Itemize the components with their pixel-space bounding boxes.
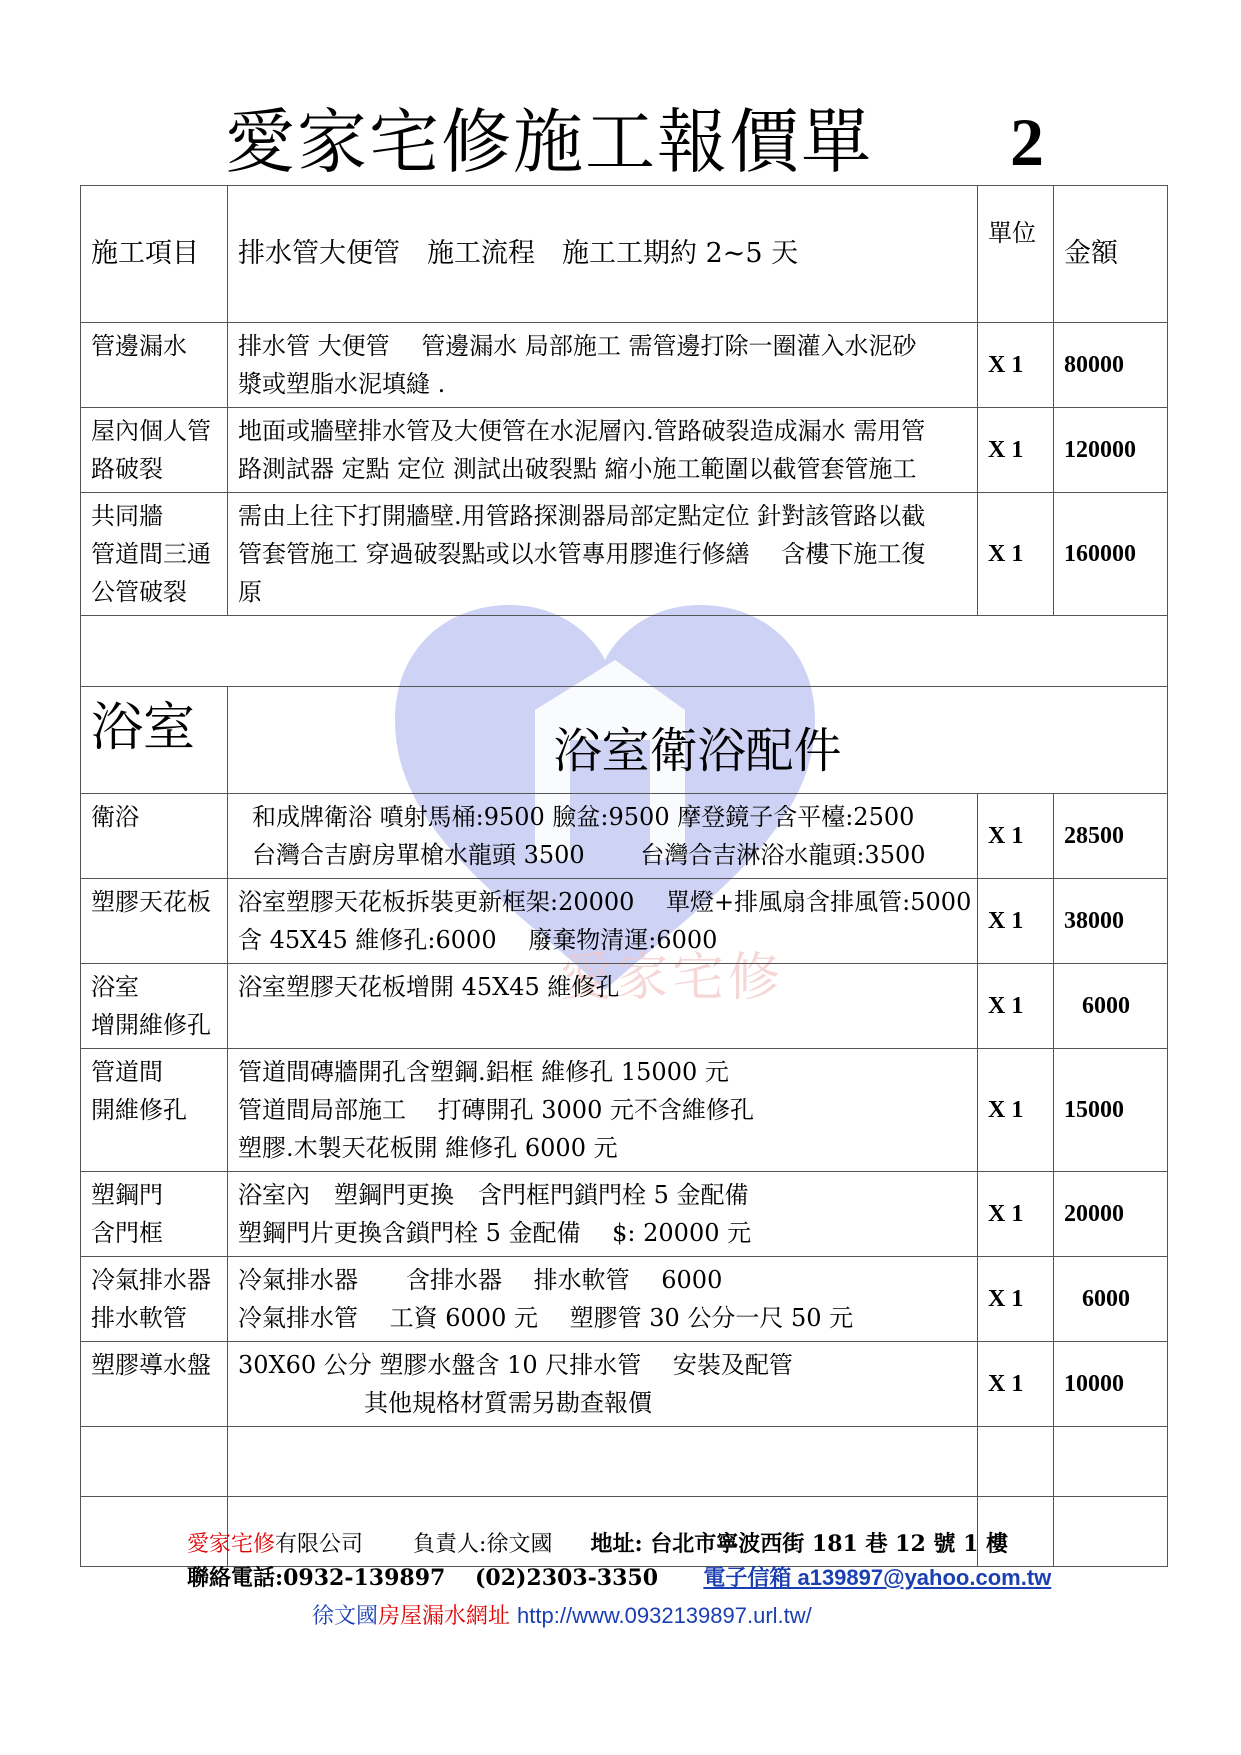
text-line: 共同牆 — [91, 502, 163, 530]
text-line: 塑膠天花板 — [91, 888, 211, 916]
description-cell — [228, 408, 978, 493]
text-line: 冷氣排水器 含排水器 排水軟管 6000 — [238, 1266, 723, 1294]
table-row — [81, 1342, 1168, 1427]
section-label: 浴室 — [81, 687, 228, 794]
amount-cell: 160000 — [1054, 493, 1168, 616]
amount-cell: 15000 — [1054, 1049, 1168, 1172]
text-line: 冷氣排水管 工資 6000 元 塑膠管 30 公分一尺 50 元 — [238, 1304, 854, 1332]
footer-address: 地址: 台北市寧波西街 181 巷 12 號 1 樓 — [590, 1531, 1009, 1557]
text-line: 浴室塑膠天花板拆裝更新框架:20000 單燈+排風扇含排風管:5000 — [238, 888, 972, 916]
text-line: 其他規格材質需另勘查報價 — [364, 1389, 652, 1417]
qty-cell: X 1 — [978, 493, 1054, 616]
item-cell — [81, 879, 228, 964]
description-cell — [228, 1257, 978, 1342]
table-header-row — [81, 186, 1168, 323]
item-cell — [81, 794, 228, 879]
text-line: 增開維修孔 — [91, 1011, 211, 1039]
table-row — [81, 1257, 1168, 1342]
footer-owner: 負責人:徐文國 — [413, 1532, 553, 1557]
footer-site-name-blue: 徐文國 — [312, 1604, 379, 1629]
item-cell — [81, 964, 228, 1049]
empty-cell — [228, 1427, 978, 1497]
amount-cell: 10000 — [1054, 1342, 1168, 1427]
page-number: 2 — [1010, 104, 1044, 180]
text-line: 排水軟管 — [91, 1304, 187, 1332]
footer-company-suffix: 有限公司 — [275, 1532, 364, 1557]
footer-site-name-red: 房屋漏水網址 — [378, 1604, 511, 1629]
footer-site-url[interactable]: http://www.0932139897.url.tw/ — [517, 1603, 812, 1628]
text-line: 台灣合吉廚房單槍水龍頭 3500 台灣合吉淋浴水龍頭:3500 — [252, 841, 926, 869]
qty-cell: X 1 — [978, 879, 1054, 964]
empty-cell — [1054, 1497, 1168, 1567]
qty-cell: X 1 — [978, 794, 1054, 879]
text-line: 原 — [238, 578, 262, 606]
page-title — [0, 92, 1241, 192]
table-row — [81, 323, 1168, 408]
text-line: 浴室內 塑鋼門更換 含門框門鎖門栓 5 金配備 — [238, 1181, 749, 1209]
text-line: 塑膠導水盤 — [91, 1351, 211, 1379]
text-line: 公管破裂 — [91, 578, 187, 606]
quote-table — [80, 185, 1168, 1567]
description-cell — [228, 1172, 978, 1257]
item-cell — [81, 493, 228, 616]
text-line: 路破裂 — [91, 455, 163, 483]
text-line: 管邊漏水 — [91, 332, 187, 360]
table-row — [81, 879, 1168, 964]
description-cell — [228, 493, 978, 616]
qty-cell: X 1 — [978, 964, 1054, 1049]
empty-cell — [1054, 1427, 1168, 1497]
text-line: 浴室 — [91, 973, 139, 1001]
text-line: 含門框 — [91, 1219, 163, 1247]
item-cell — [81, 408, 228, 493]
header-description: 排水管大便管 施工流程 施工工期約 2~5 天 — [228, 186, 978, 323]
text-line: 需由上往下打開牆壁.用管路探測器局部定點定位 針對該管路以截 — [238, 502, 926, 530]
title-text: 愛家宅修施工報價單 — [225, 101, 873, 183]
header-unit: 單位 — [978, 186, 1054, 323]
section-row — [81, 687, 1168, 794]
text-line: 路測試器 定點 定位 測試出破裂點 縮小施工範圍以截管套管施工 — [238, 455, 917, 483]
qty-cell: X 1 — [978, 408, 1054, 493]
text-line: 和成牌衛浴 噴射馬桶:9500 臉盆:9500 摩登鏡子含平檯:2500 — [252, 803, 915, 831]
qty-cell: X 1 — [978, 1342, 1054, 1427]
table-row — [81, 1049, 1168, 1172]
table-row — [81, 493, 1168, 616]
amount-cell: 6000 — [1054, 1257, 1168, 1342]
text-line: 塑膠.木製天花板開 維修孔 6000 元 — [238, 1134, 618, 1162]
footer-email-link[interactable]: 電子信箱 a139897@yahoo.com.tw — [703, 1565, 1052, 1590]
empty-cell — [978, 1427, 1054, 1497]
description-cell — [228, 1342, 978, 1427]
item-cell — [81, 1172, 228, 1257]
header-item: 施工項目 — [81, 186, 228, 323]
description-cell — [228, 794, 978, 879]
table-row — [81, 408, 1168, 493]
amount-cell: 28500 — [1054, 794, 1168, 879]
footer-company-brand: 愛家宅修 — [187, 1532, 276, 1557]
text-line: 含 45X45 維修孔:6000 廢棄物清運:6000 — [238, 926, 718, 954]
blank-cell — [81, 616, 1168, 687]
text-line: 塑鋼門片更換含鎖門栓 5 金配備 $: 20000 元 — [238, 1219, 752, 1247]
text-line: 排水管 大便管 管邊漏水 局部施工 需管邊打除一圈灌入水泥砂 — [238, 332, 917, 360]
amount-cell: 80000 — [1054, 323, 1168, 408]
text-line: 地面或牆壁排水管及大便管在水泥層內.管路破裂造成漏水 需用管 — [238, 417, 926, 445]
amount-cell: 6000 — [1054, 964, 1168, 1049]
watermark-brand-text: 愛家宅修 — [560, 948, 785, 1008]
item-cell — [81, 1342, 228, 1427]
description-cell — [228, 323, 978, 408]
qty-cell: X 1 — [978, 1172, 1054, 1257]
text-line: 屋內個人管 — [91, 417, 211, 445]
table-row — [81, 794, 1168, 879]
header-amount: 金額 — [1054, 186, 1168, 323]
qty-cell: X 1 — [978, 1049, 1054, 1172]
text-line: 塑鋼門 — [91, 1181, 163, 1209]
item-cell — [81, 1049, 228, 1172]
text-line: 開維修孔 — [91, 1096, 187, 1124]
text-line: 浴室塑膠天花板增開 45X45 維修孔 — [238, 973, 620, 1001]
text-line: 管道間局部施工 打磚開孔 3000 元不含維修孔 — [238, 1096, 754, 1124]
description-cell — [228, 879, 978, 964]
text-line: 管道間 — [91, 1058, 163, 1086]
qty-cell: X 1 — [978, 323, 1054, 408]
blank-row — [81, 616, 1168, 687]
text-line: 管道間磚牆開孔含塑鋼.鋁框 維修孔 15000 元 — [238, 1058, 729, 1086]
table-row — [81, 1172, 1168, 1257]
description-cell — [228, 1049, 978, 1172]
text-line: 管套管施工 穿過破裂點或以水管專用膠進行修繕 含樓下施工復 — [238, 540, 926, 568]
section-title: 浴室衛浴配件 — [228, 687, 1168, 794]
empty-row — [81, 1427, 1168, 1497]
amount-cell: 20000 — [1054, 1172, 1168, 1257]
amount-cell: 120000 — [1054, 408, 1168, 493]
text-line: 衛浴 — [91, 803, 139, 831]
table-row — [81, 964, 1168, 1049]
text-line: 冷氣排水器 — [91, 1266, 211, 1294]
item-cell — [81, 1257, 228, 1342]
qty-cell: X 1 — [978, 1257, 1054, 1342]
description-cell — [228, 964, 978, 1049]
amount-cell: 38000 — [1054, 879, 1168, 964]
footer-phone: 聯絡電話:0932-139897 (02)2303-3350 — [187, 1565, 659, 1591]
text-line: 管道間三通 — [91, 540, 211, 568]
text-line: 30X60 公分 塑膠水盤含 10 尺排水管 安裝及配管 — [238, 1351, 793, 1379]
empty-cell — [81, 1427, 228, 1497]
text-line: 漿或塑脂水泥填縫 . — [238, 370, 446, 398]
item-cell — [81, 323, 228, 408]
